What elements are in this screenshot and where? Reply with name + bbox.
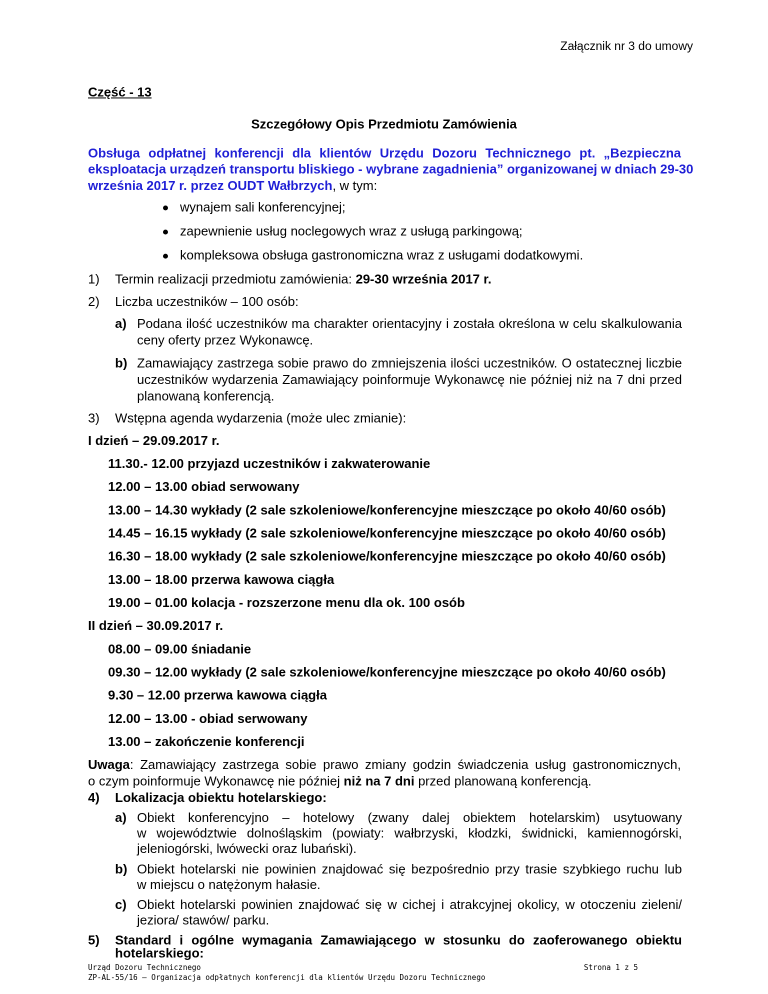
note-line-1 [88,757,681,773]
section-1-date: 29-30 września 2017 r. [355,272,492,287]
section-1-label: Termin realizacji przedmiotu zamówienia: [115,272,356,287]
agenda-item: 16.30 – 18.00 wykłady (2 sale szkoleniowe/konferencyjne mieszczące po około 40/60 osób) [108,549,666,564]
day-1-title: I dzień – 29.09.2017 r. [88,433,220,448]
agenda-item: 09.30 – 12.00 wykłady (2 sale szkoleniowe/konferencyjne mieszczące po około 40/60 osób) [108,664,666,680]
section-2a-line-2: ceny oferty przez Wykonawcę. [137,332,314,348]
section-1-text [115,271,491,287]
intro-line-3-bold: września 2017 r. przez OUDT Wałbrzych [88,178,333,193]
intro-line-1: Obsługa odpłatnej konferencji dla klientów Urzędu Dozoru Technicznego pt. „Bezpieczna [88,145,681,161]
section-2b-line-1: Zamawiający zastrzega sobie prawo do zmniejszenia ilości uczestników. O ostatecznej liczbie [137,356,682,371]
note-label: Uwaga [88,757,130,772]
note-text-2b: niż na 7 dni [343,773,415,789]
agenda-item: 19.00 – 01.00 kolacja - rozszerzone menu dla ok. 100 osób [108,595,465,610]
section-5-line-1: Standard i ogólne wymagania Zamawiającego w stosunku do zaoferowanego obiektu [115,933,682,948]
agenda-item: 12.00 – 13.00 - obiad serwowany [108,711,308,726]
note-text-2c: przed planowaną konferencją. [414,773,592,789]
section-4-text: Lokalizacja obiektu hotelarskiego: [115,790,327,805]
intro-suffix: , w tym: [332,178,378,193]
section-2-number: 2) [88,294,100,309]
section-4c-line-2: jeziora/ stawów/ parku. [137,912,270,928]
footer-doc: ZP-AL-55/16 – Organizacja odpłatnych konferencji dla klientów Urzędu Dozoru Technicznego [88,973,486,982]
agenda-item: 12.00 – 13.00 obiad serwowany [108,479,300,495]
section-4a-label: a) [115,810,127,826]
section-4b-line-1: Obiekt hotelarski nie powinien znajdować się bezpośrednio przy trasie szybkiego ruchu lub [137,861,682,877]
bullet-dot [163,206,168,211]
section-4-number: 4) [88,790,100,805]
section-2a-label: a) [115,316,127,331]
section-1-number: 1) [88,272,100,287]
part-heading: Część - 13 [88,84,152,100]
section-4a-line-2: w województwie dolnośląskim (powiaty: wałbrzyski, kłodzki, świdnicki, kamiennogórski, [137,826,682,841]
bullet-item: wynajem sali konferencyjnej; [180,199,346,215]
agenda-item: 13.00 – 18.00 przerwa kawowa ciągła [108,572,335,587]
agenda-item: 13.00 – zakończenie konferencji [108,734,305,749]
agenda-item: 13.00 – 14.30 wykłady (2 sale szkoleniowe/konferencyjne mieszczące po około 40/60 osób) [108,502,666,518]
page-title: Szczegółowy Opis Przedmiotu Zamówienia [251,116,517,132]
section-4c-label: c) [115,897,127,912]
footer-org: Urząd Dozoru Technicznego [88,963,201,972]
note-line-2 [88,773,592,789]
day-2-title: II dzień – 30.09.2017 r. [88,618,224,634]
bullet-item: kompleksowa obsługa gastronomiczna wraz z usługami dodatkowymi. [180,248,584,263]
bullet-dot [163,254,168,259]
note-text-2a: o czym poinformuje Wykonawcę nie później [88,773,344,789]
section-2a-line-1: Podana ilość uczestników ma charakter orientacyjny i została określona w celu skalkulowania [137,316,682,331]
section-3-number: 3) [88,411,100,426]
section-2b-line-3: planowaną konferencją. [137,388,275,404]
agenda-item: 9.30 – 12.00 przerwa kawowa ciągła [108,688,327,703]
section-4b-line-2: w miejscu o natężonym hałasie. [137,877,321,892]
intro-line-3 [88,178,377,194]
agenda-item: 14.45 – 16.15 wykłady (2 sale szkoleniowe/konferencyjne mieszczące po około 40/60 osób) [108,525,666,541]
section-4a-line-1: Obiekt konferencyjno – hotelowy (zwany dalej obiektem hotelarskim) usytuowany [137,810,682,826]
section-3-text: Wstępna agenda wydarzenia (może ulec zmianie): [115,411,407,426]
section-4a-line-3: jeleniogórski, lwówecki oraz lubański). [137,841,357,856]
annex-label: Załącznik nr 3 do umowy [560,39,693,54]
intro-line-2: eksploatacja urządzeń transportu bliskiego - wybrane zagadnienia” organizowanej w dniach 29-30 [88,162,694,177]
section-2-text: Liczba uczestników – 100 osób: [115,294,299,309]
bullet-item: zapewnienie usług noclegowych wraz z usługą parkingową; [180,223,523,239]
footer-page: Strona 1 z 5 [583,963,638,972]
section-5-number: 5) [88,933,100,948]
section-4b-label: b) [115,861,128,877]
section-2b-line-2: uczestników wydarzenia Zamawiający poinformuje Wykonawcę nie później niż na 7 dni przed [137,372,682,387]
section-5-line-2: hotelarskiego: [115,945,204,961]
section-2b-label: b) [115,356,128,371]
bullet-dot [163,230,168,235]
agenda-item: 08.00 – 09.00 śniadanie [108,641,252,657]
note-text-1: : Zamawiający zastrzega sobie prawo zmiany godzin świadczenia usług gastronomicznych, [129,757,681,772]
section-4c-line-1: Obiekt hotelarski powinien znajdować się w cichej i atrakcyjnej okolicy, w otoczeniu zieleni/ [137,897,682,912]
agenda-item: 11.30.- 12.00 przyjazd uczestników i zakwaterowanie [108,456,431,471]
